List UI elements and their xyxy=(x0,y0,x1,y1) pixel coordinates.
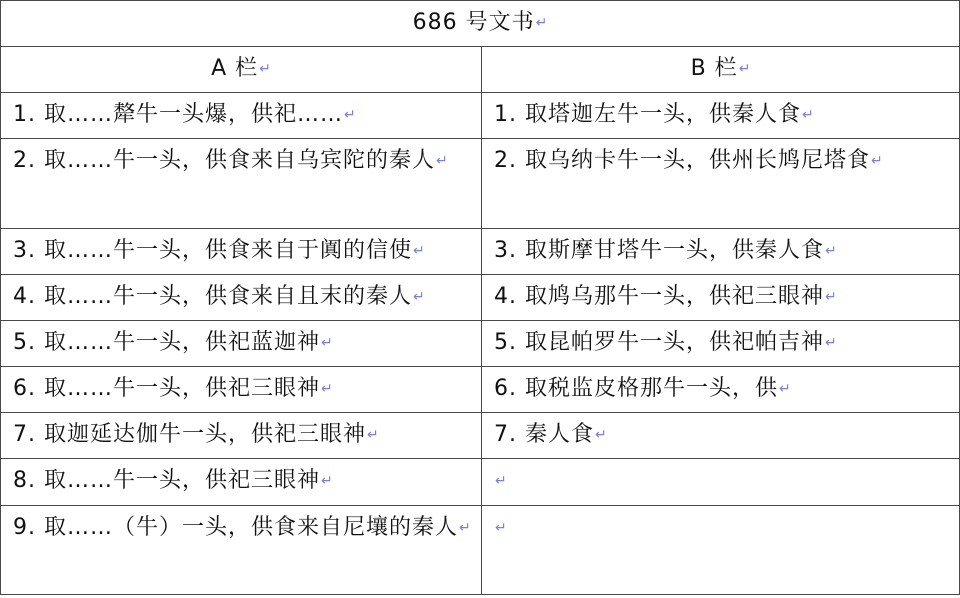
return-mark-icon: ↵ xyxy=(413,289,425,305)
return-mark-icon: ↵ xyxy=(320,335,333,351)
return-mark-icon: ↵ xyxy=(495,473,507,489)
cell-b-text: 1. 取塔迦左牛一头，供秦人食 xyxy=(494,102,801,127)
cell-a xyxy=(1,93,482,139)
return-mark-icon: ↵ xyxy=(738,61,751,77)
cell-b xyxy=(482,93,960,139)
return-mark-icon: ↵ xyxy=(871,153,883,169)
cell-b xyxy=(482,229,960,275)
cell-a xyxy=(1,506,482,595)
cell-a-text: 1. 取……犛牛一头爆，供祀…… xyxy=(13,102,343,127)
cell-a xyxy=(1,321,482,367)
table-row xyxy=(1,275,960,321)
return-mark-icon: ↵ xyxy=(436,153,448,169)
return-mark-icon: ↵ xyxy=(320,473,333,489)
cell-b xyxy=(482,413,960,459)
table-row xyxy=(1,413,960,459)
cell-b-text: 5. 取昆帕罗牛一头，供祀帕吉神 xyxy=(494,330,824,355)
column-header-a xyxy=(1,47,482,93)
table-row xyxy=(1,321,960,367)
table-row xyxy=(1,93,960,139)
cell-a-text: 5. 取……牛一头，供祀蓝迦神 xyxy=(13,330,320,355)
cell-b xyxy=(482,321,960,367)
column-header-b-label: B 栏 xyxy=(690,56,738,81)
cell-a-text: 7. 取迦延达伽牛一头，供祀三眼神 xyxy=(13,422,366,447)
table-row xyxy=(1,459,960,506)
return-mark-icon: ↵ xyxy=(824,335,837,351)
cell-a xyxy=(1,139,482,229)
return-mark-icon: ↵ xyxy=(259,61,271,77)
return-mark-icon: ↵ xyxy=(801,107,814,123)
return-mark-icon: ↵ xyxy=(824,243,837,259)
cell-a xyxy=(1,229,482,275)
cell-a-text: 4. 取……牛一头，供食来自且末的秦人 xyxy=(13,284,412,309)
column-header-b xyxy=(482,47,960,93)
table-title-cell xyxy=(1,1,960,47)
cell-b-text: 4. 取鸠乌那牛一头，供祀三眼神 xyxy=(494,284,824,309)
cell-a-text: 6. 取……牛一头，供祀三眼神 xyxy=(13,376,320,401)
cell-a xyxy=(1,459,482,506)
table-row xyxy=(1,367,960,413)
table-row xyxy=(1,506,960,595)
cell-b-text: 3. 取斯摩甘塔牛一头，供秦人食 xyxy=(494,238,824,263)
cell-a xyxy=(1,367,482,413)
table-row xyxy=(1,229,960,275)
cell-a-text: 9. 取……（牛）一头，供食来自尼壤的秦人 xyxy=(13,515,458,540)
return-mark-icon: ↵ xyxy=(535,15,548,31)
cell-a xyxy=(1,275,482,321)
return-mark-icon: ↵ xyxy=(594,427,607,443)
return-mark-icon: ↵ xyxy=(495,520,507,536)
cell-a-text: 8. 取……牛一头，供祀三眼神 xyxy=(13,468,320,493)
table-title: 686 号文书 xyxy=(412,10,535,35)
cell-b xyxy=(482,506,960,595)
return-mark-icon: ↵ xyxy=(367,427,379,443)
return-mark-icon: ↵ xyxy=(343,107,356,123)
return-mark-icon: ↵ xyxy=(824,289,837,305)
cell-a-text: 2. 取……牛一头，供食来自乌宾陀的秦人 xyxy=(13,148,435,173)
cell-b xyxy=(482,275,960,321)
column-header-a-label: A 栏 xyxy=(211,56,259,81)
cell-a xyxy=(1,413,482,459)
return-mark-icon: ↵ xyxy=(778,381,791,397)
table-row xyxy=(1,139,960,229)
return-mark-icon: ↵ xyxy=(413,243,425,259)
cell-b-text: 6. 取税监皮格那牛一头，供 xyxy=(494,376,778,401)
cell-b xyxy=(482,139,960,229)
cell-b-text: 2. 取乌纳卡牛一头，供州长鸠尼塔食 xyxy=(494,148,870,173)
cell-b xyxy=(482,367,960,413)
return-mark-icon: ↵ xyxy=(459,520,471,536)
table-header-row xyxy=(1,47,960,93)
cell-a-text: 3. 取……牛一头，供食来自于阗的信使 xyxy=(13,238,412,263)
return-mark-icon: ↵ xyxy=(320,381,333,397)
cell-b xyxy=(482,459,960,506)
table-title-row xyxy=(1,1,960,47)
cell-b-text: 7. 秦人食 xyxy=(494,422,594,447)
